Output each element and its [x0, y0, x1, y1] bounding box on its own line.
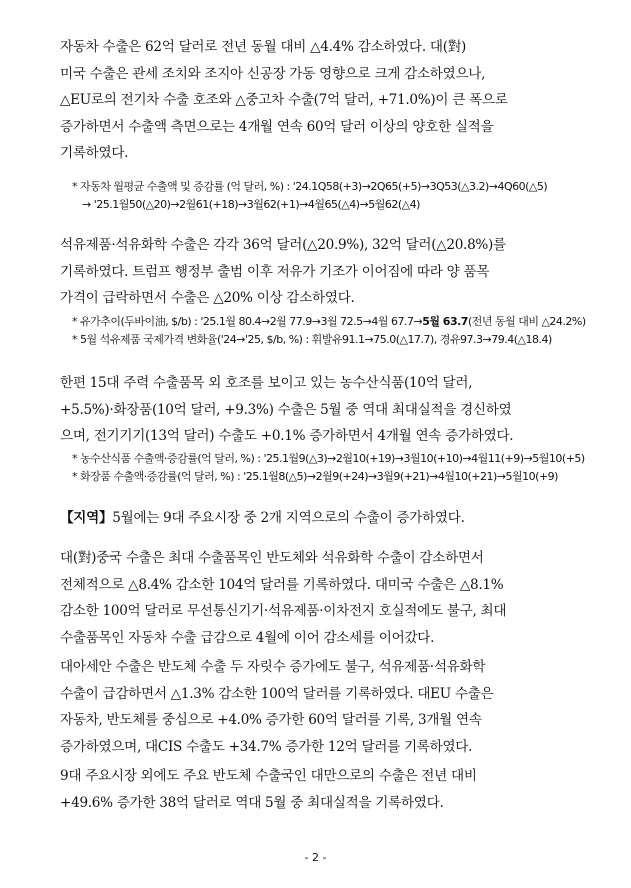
paragraph-china-us	[60, 545, 582, 651]
text-line: 전체적으로 △8.4% 감소한 104억 달러를 기록하였다. 대미국 수출은 △8.1%	[60, 576, 504, 593]
region-text: 5월에는 9대 주요시장 중 2개 지역으로의 수출이 증가하였다.	[112, 510, 465, 526]
region-heading	[60, 506, 465, 526]
note-line: * 화장품 수출액·증감률(억 달러, %) : '25.1월8(△5)→2월9(+24)→3월9(+21)→4월10(+21)→5월10(+9)	[72, 470, 558, 483]
note-highlight: 5월 63.7	[422, 315, 468, 328]
note-oil-prices	[72, 313, 592, 349]
text-line: 기록하였다. 트럼프 행정부 출범 이후 저유가 기조가 이어짐에 따라 양 품목	[60, 263, 490, 280]
text-line: 가격이 급락하면서 수출은 △20% 이상 감소하였다.	[60, 290, 355, 306]
text-line: 수출이 급감하면서 △1.3% 감소한 100억 달러를 기록하였다. 대EU 수출은	[60, 685, 494, 702]
text-line: 9대 주요시장 외에도 주요 반도체 수출국인 대만으로의 수출은 전년 대비	[60, 768, 477, 784]
text-line: 으며, 전기기기(13억 달러) 수출도 +0.1% 증가하면서 4개월 연속 증가하였다.	[60, 428, 514, 444]
text-line: 감소한 100억 달러로 무선통신기기·석유제품·이차전지 호실적에도 불구, 최대	[60, 603, 507, 619]
note-text: (전년 동월 대비 △24.2%)	[467, 315, 586, 328]
text-line: 기록하였다.	[60, 145, 129, 161]
paragraph-auto-exports	[60, 34, 582, 167]
paragraph-petroleum	[60, 232, 582, 312]
text-line: 자동차, 반도체를 중심으로 +4.0% 증가한 60억 달러를 기록, 3개월 연속	[60, 712, 482, 728]
note-line	[72, 313, 592, 331]
text-line: 증가하였으며, 대CIS 수출도 +34.7% 증가한 12억 달러를 기록하였다.	[60, 738, 473, 755]
note-agri-cosmetics	[72, 450, 592, 486]
text-line: 대아세안 수출은 반도체 수출 두 자릿수 증가에도 불구, 석유제품·석유화학	[60, 659, 486, 675]
note-text: * 유가추이(두바이油, $/b) : '25.1월 80.4→2월 77.9→3월 72.5→4월 67.7→	[72, 315, 423, 328]
region-tag: 【지역】	[60, 510, 113, 526]
text-line: 한편 15대 주력 수출품목 외 호조를 보이고 있는 농수산식품(10억 달러,	[60, 375, 473, 391]
page-number: - 2 -	[304, 851, 327, 864]
text-line: 미국 수출은 관세 조치와 조지아 신공장 가동 영향으로 크게 감소하였으나,	[60, 65, 486, 82]
note-auto-monthly	[72, 178, 592, 214]
text-line: 석유제품·석유화학 수출은 각각 36억 달러(△20.9%), 32억 달러(△20.8%)를	[60, 237, 506, 253]
text-line: △EU로의 전기차 수출 호조와 △중고차 수출(7억 달러, +71.0%)이 큰 폭으로	[60, 92, 508, 108]
note-line: * 5월 석유제품 국제가격 변화율('24→'25, $/b, %) : 휘발유91.1→75.0(△17.7), 경유97.3→79.4(△18.4)	[72, 333, 552, 346]
text-line: 증가하면서 수출액 측면으로는 4개월 연속 60억 달러 이상의 양호한 실적을	[60, 118, 494, 135]
text-line: +5.5%)·화장품(10억 달러, +9.3%) 수출은 5월 중 역대 최대실적을 경신하였	[60, 401, 512, 418]
paragraph-taiwan	[60, 763, 582, 816]
text-line: +49.6% 증가한 38억 달러로 역대 5월 중 최대실적을 기록하였다.	[60, 794, 444, 811]
paragraph-agri-cosmetics	[60, 370, 582, 450]
text-line: 대(對)중국 수출은 최대 수출품목인 반도체와 석유화학 수출이 감소하면서	[60, 550, 484, 566]
note-line: * 자동차 월평균 수출액 및 증감률 (억 달러, %) : '24.1Q58(+3)→2Q65(+5)→3Q53(△3.2)→4Q60(△5)	[72, 180, 548, 193]
paragraph-asean-eu-cis	[60, 654, 582, 760]
note-line: → '25.1월50(△20)→2월61(+18)→3월62(+1)→4월65(△4)→5월62(△4)	[82, 198, 420, 211]
note-line: * 농수산식품 수출액·증감률(억 달러, %) : '25.1월9(△3)→2월10(+19)→3월10(+10)→4월11(+9)→5월10(+5)	[72, 452, 585, 465]
text-line: 자동차 수출은 62억 달러로 전년 동월 대비 △4.4% 감소하였다. 대(對)	[60, 39, 466, 55]
text-line: 수출품목인 자동차 수출 급감으로 4월에 이어 감소세를 이어갔다.	[60, 629, 435, 646]
